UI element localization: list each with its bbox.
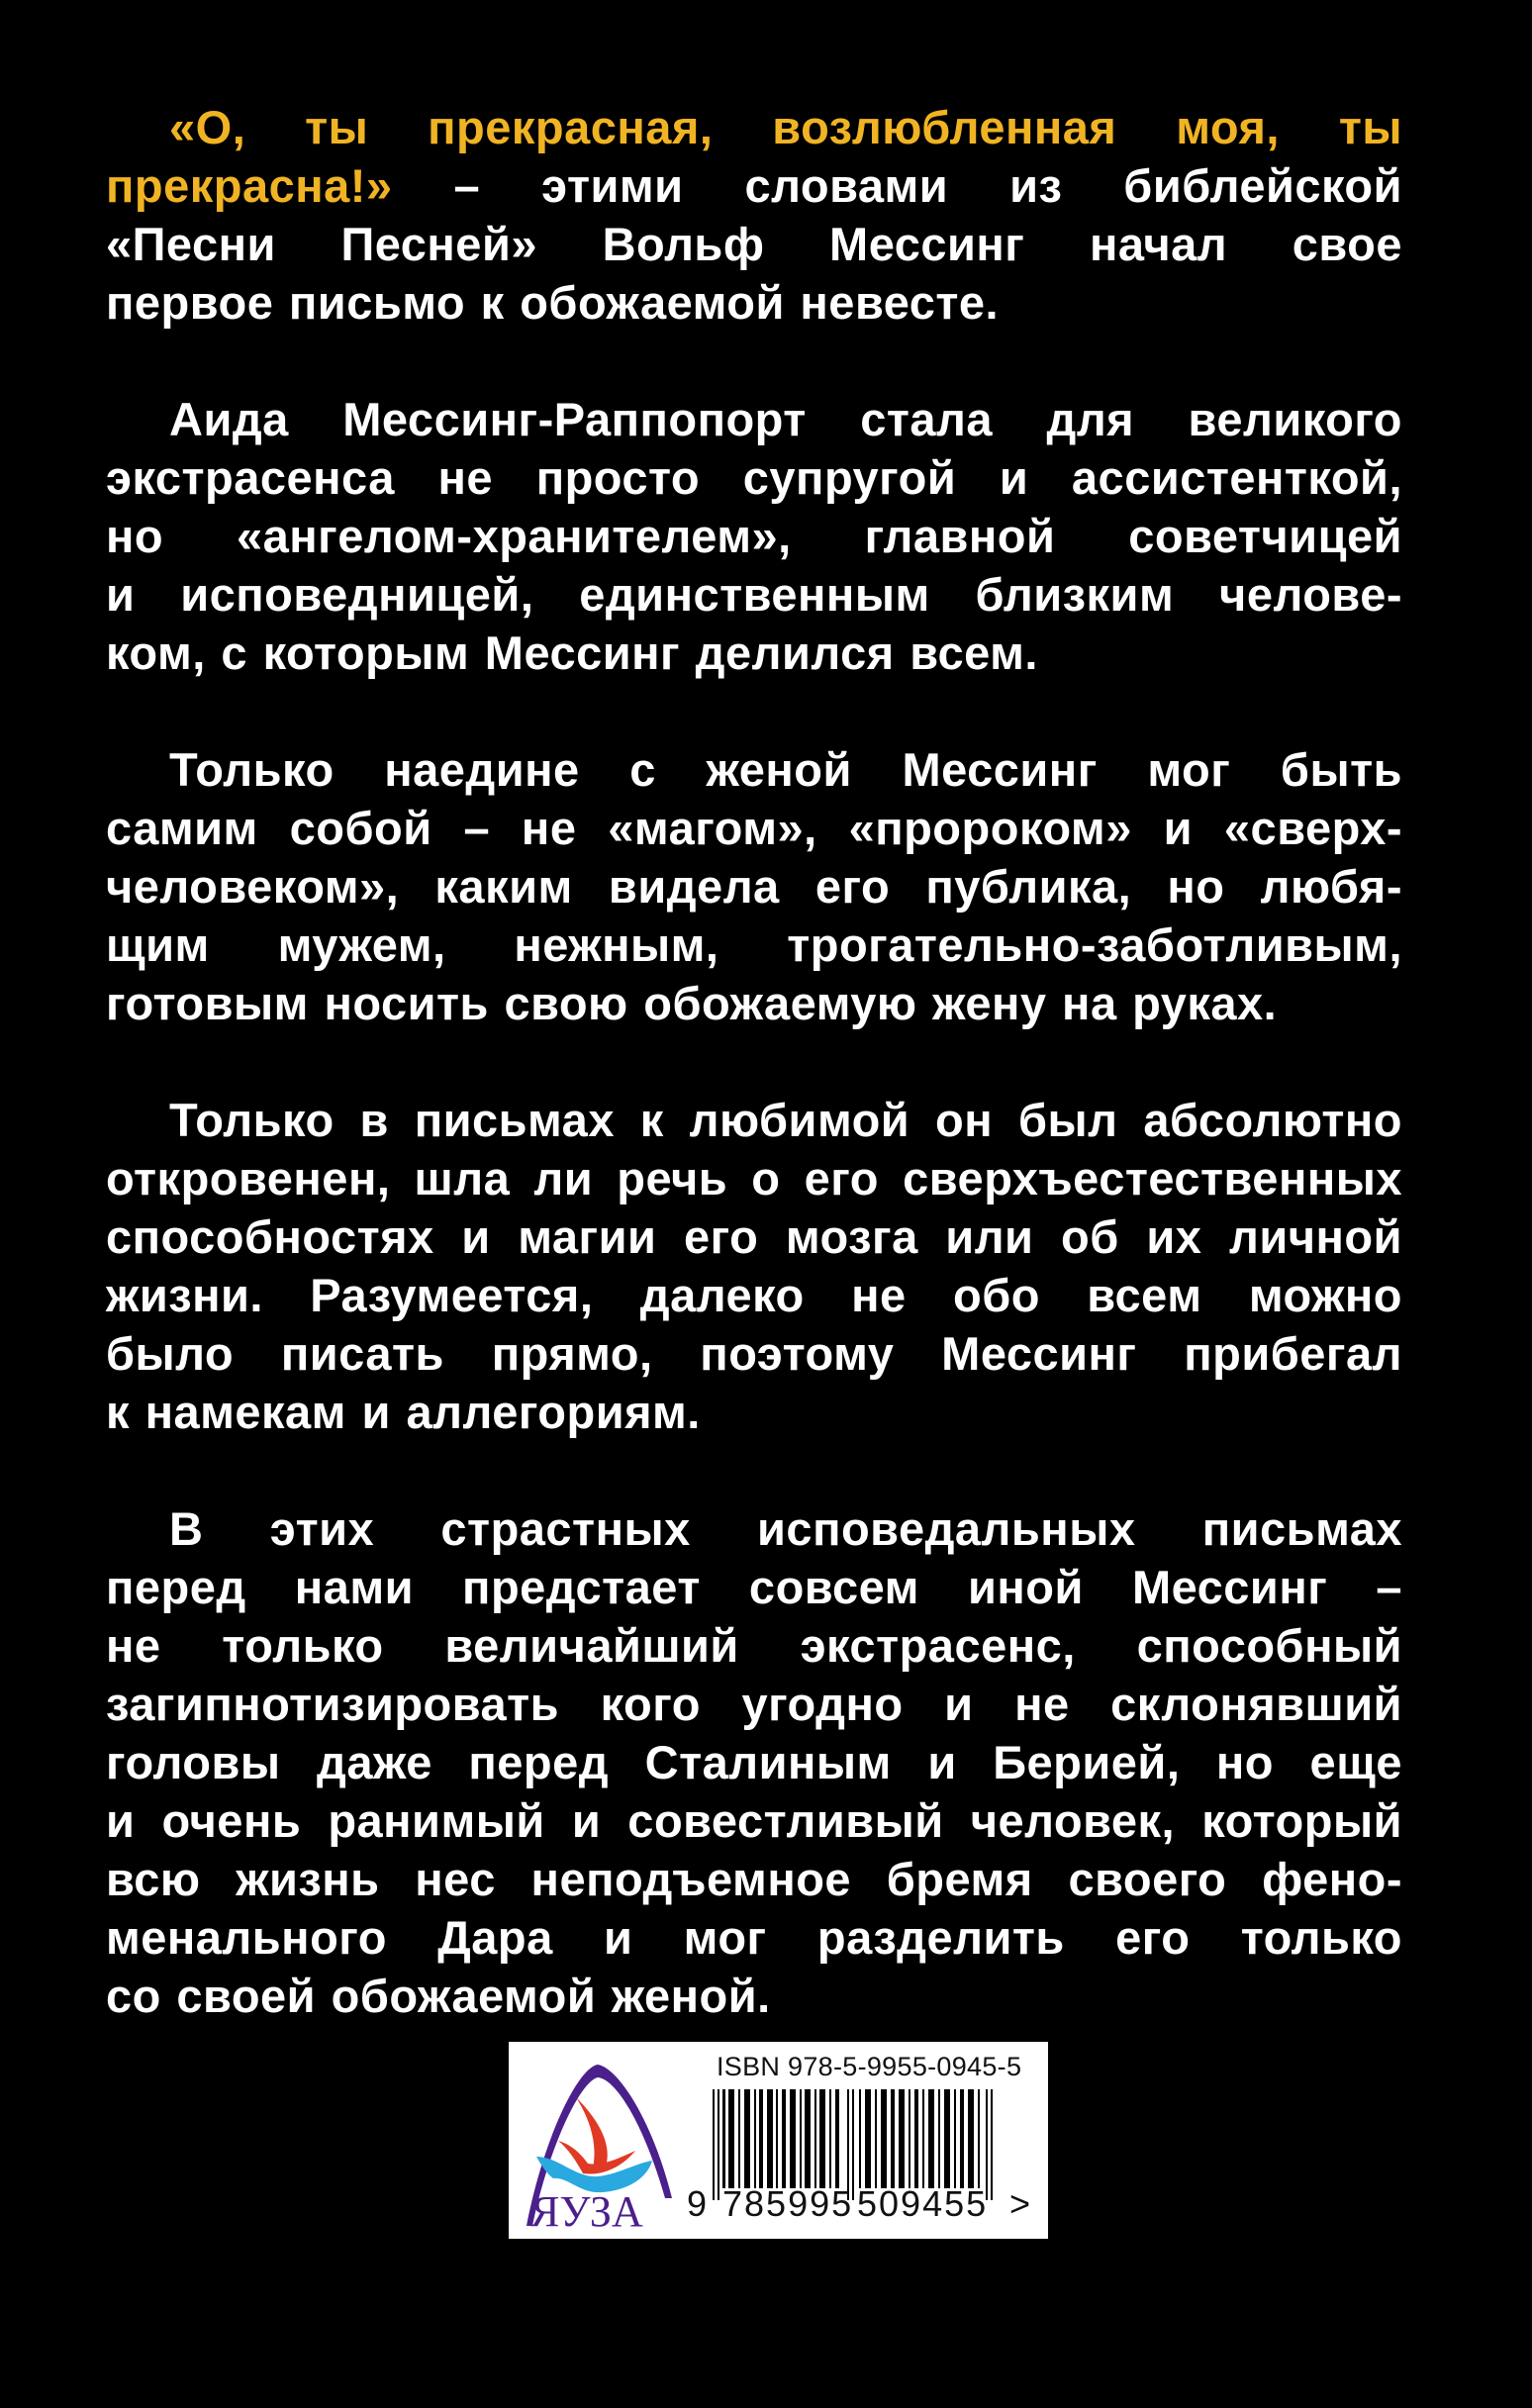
text-line: готовым носить свою обожаемую жену на руках. <box>106 977 1278 1029</box>
paragraph-4 <box>106 1091 1402 1441</box>
barcode-left-group: 785995 <box>722 2183 854 2224</box>
text-line: и очень ранимый и совестливый человек, который <box>106 1794 1402 1847</box>
quote-text: прекрасна!» <box>106 159 393 212</box>
barcode-right-group: 509455 <box>857 2183 989 2224</box>
text-line: первое письмо к обожаемой невесте. <box>106 276 1000 329</box>
text-line: перед нами предстает совсем иной Мессинг – <box>106 1561 1402 1613</box>
text-line: «Песни Песней» Вольф Мессинг начал свое <box>106 218 1402 270</box>
text-line: загипнотизировать кого угодно и не склонявший <box>106 1678 1402 1730</box>
text-line: В этих страстных исповедальных письмах <box>169 1502 1402 1555</box>
text-line: Аида Мессинг-Раппопорт стала для великого <box>169 393 1402 445</box>
text-line: но «ангелом-хранителем», главной советчицей <box>106 510 1402 562</box>
text-line: менального Дара и мог разделить его только <box>106 1911 1402 1964</box>
text-line <box>106 98 1402 156</box>
text-line: и исповедницей, единственным близким челове- <box>106 568 1402 621</box>
text-line: головы даже перед Сталиным и Берией, но еще <box>106 1736 1402 1788</box>
logo-text: ЯУЗА <box>530 2187 643 2233</box>
text-line: способностях и магии его мозга или об их личной <box>106 1210 1402 1263</box>
text-line: к намекам и аллегориям. <box>106 1386 701 1438</box>
line-text: – этими словами из библейской <box>392 159 1402 212</box>
isbn-barcode-box <box>509 2042 1048 2239</box>
text-line: жизни. Разумеется, далеко не обо всем можно <box>106 1269 1402 1321</box>
quote-text: «О, ты прекрасная, возлюбленная моя, ты <box>169 101 1402 153</box>
text-line: самим собой – не «магом», «пророком» и «сверх- <box>106 802 1402 854</box>
text-line: щим мужем, нежным, трогательно-заботливым, <box>106 918 1402 971</box>
barcode-first-digit: 9 <box>687 2183 708 2224</box>
paragraph-2 <box>106 390 1402 682</box>
text-line: экстрасенса не просто супругой и ассистенткой, <box>106 451 1402 504</box>
text-line: ком, с которым Мессинг делился всем. <box>106 626 1038 679</box>
paragraph-3 <box>106 740 1402 1032</box>
paragraph-1 <box>106 98 1402 332</box>
text-line: Только наедине с женой Мессинг мог быть <box>169 743 1402 796</box>
back-cover-text <box>106 98 1402 2083</box>
yauza-publisher-logo-icon <box>519 2050 677 2233</box>
text-line: Только в письмах к любимой он был абсолютно <box>169 1094 1402 1146</box>
text-line: человеком», каким видела его публика, но любя- <box>106 860 1402 913</box>
text-line <box>106 156 1402 215</box>
text-line: откровенен, шла ли речь о его сверхъестественных <box>106 1152 1402 1204</box>
barcode-arrow: > <box>1009 2183 1031 2224</box>
text-line: со своей обожаемой женой. <box>106 1970 771 2022</box>
isbn-label: ISBN 978-5-9955-0945-5 <box>717 2052 1022 2081</box>
paragraph-5 <box>106 1499 1402 2025</box>
text-line: не только величайший экстрасенс, способный <box>106 1619 1402 1672</box>
text-line: было писать прямо, поэтому Мессинг прибегал <box>106 1327 1402 1380</box>
text-line: всю жизнь нес неподъемное бремя своего фено- <box>106 1853 1402 1905</box>
